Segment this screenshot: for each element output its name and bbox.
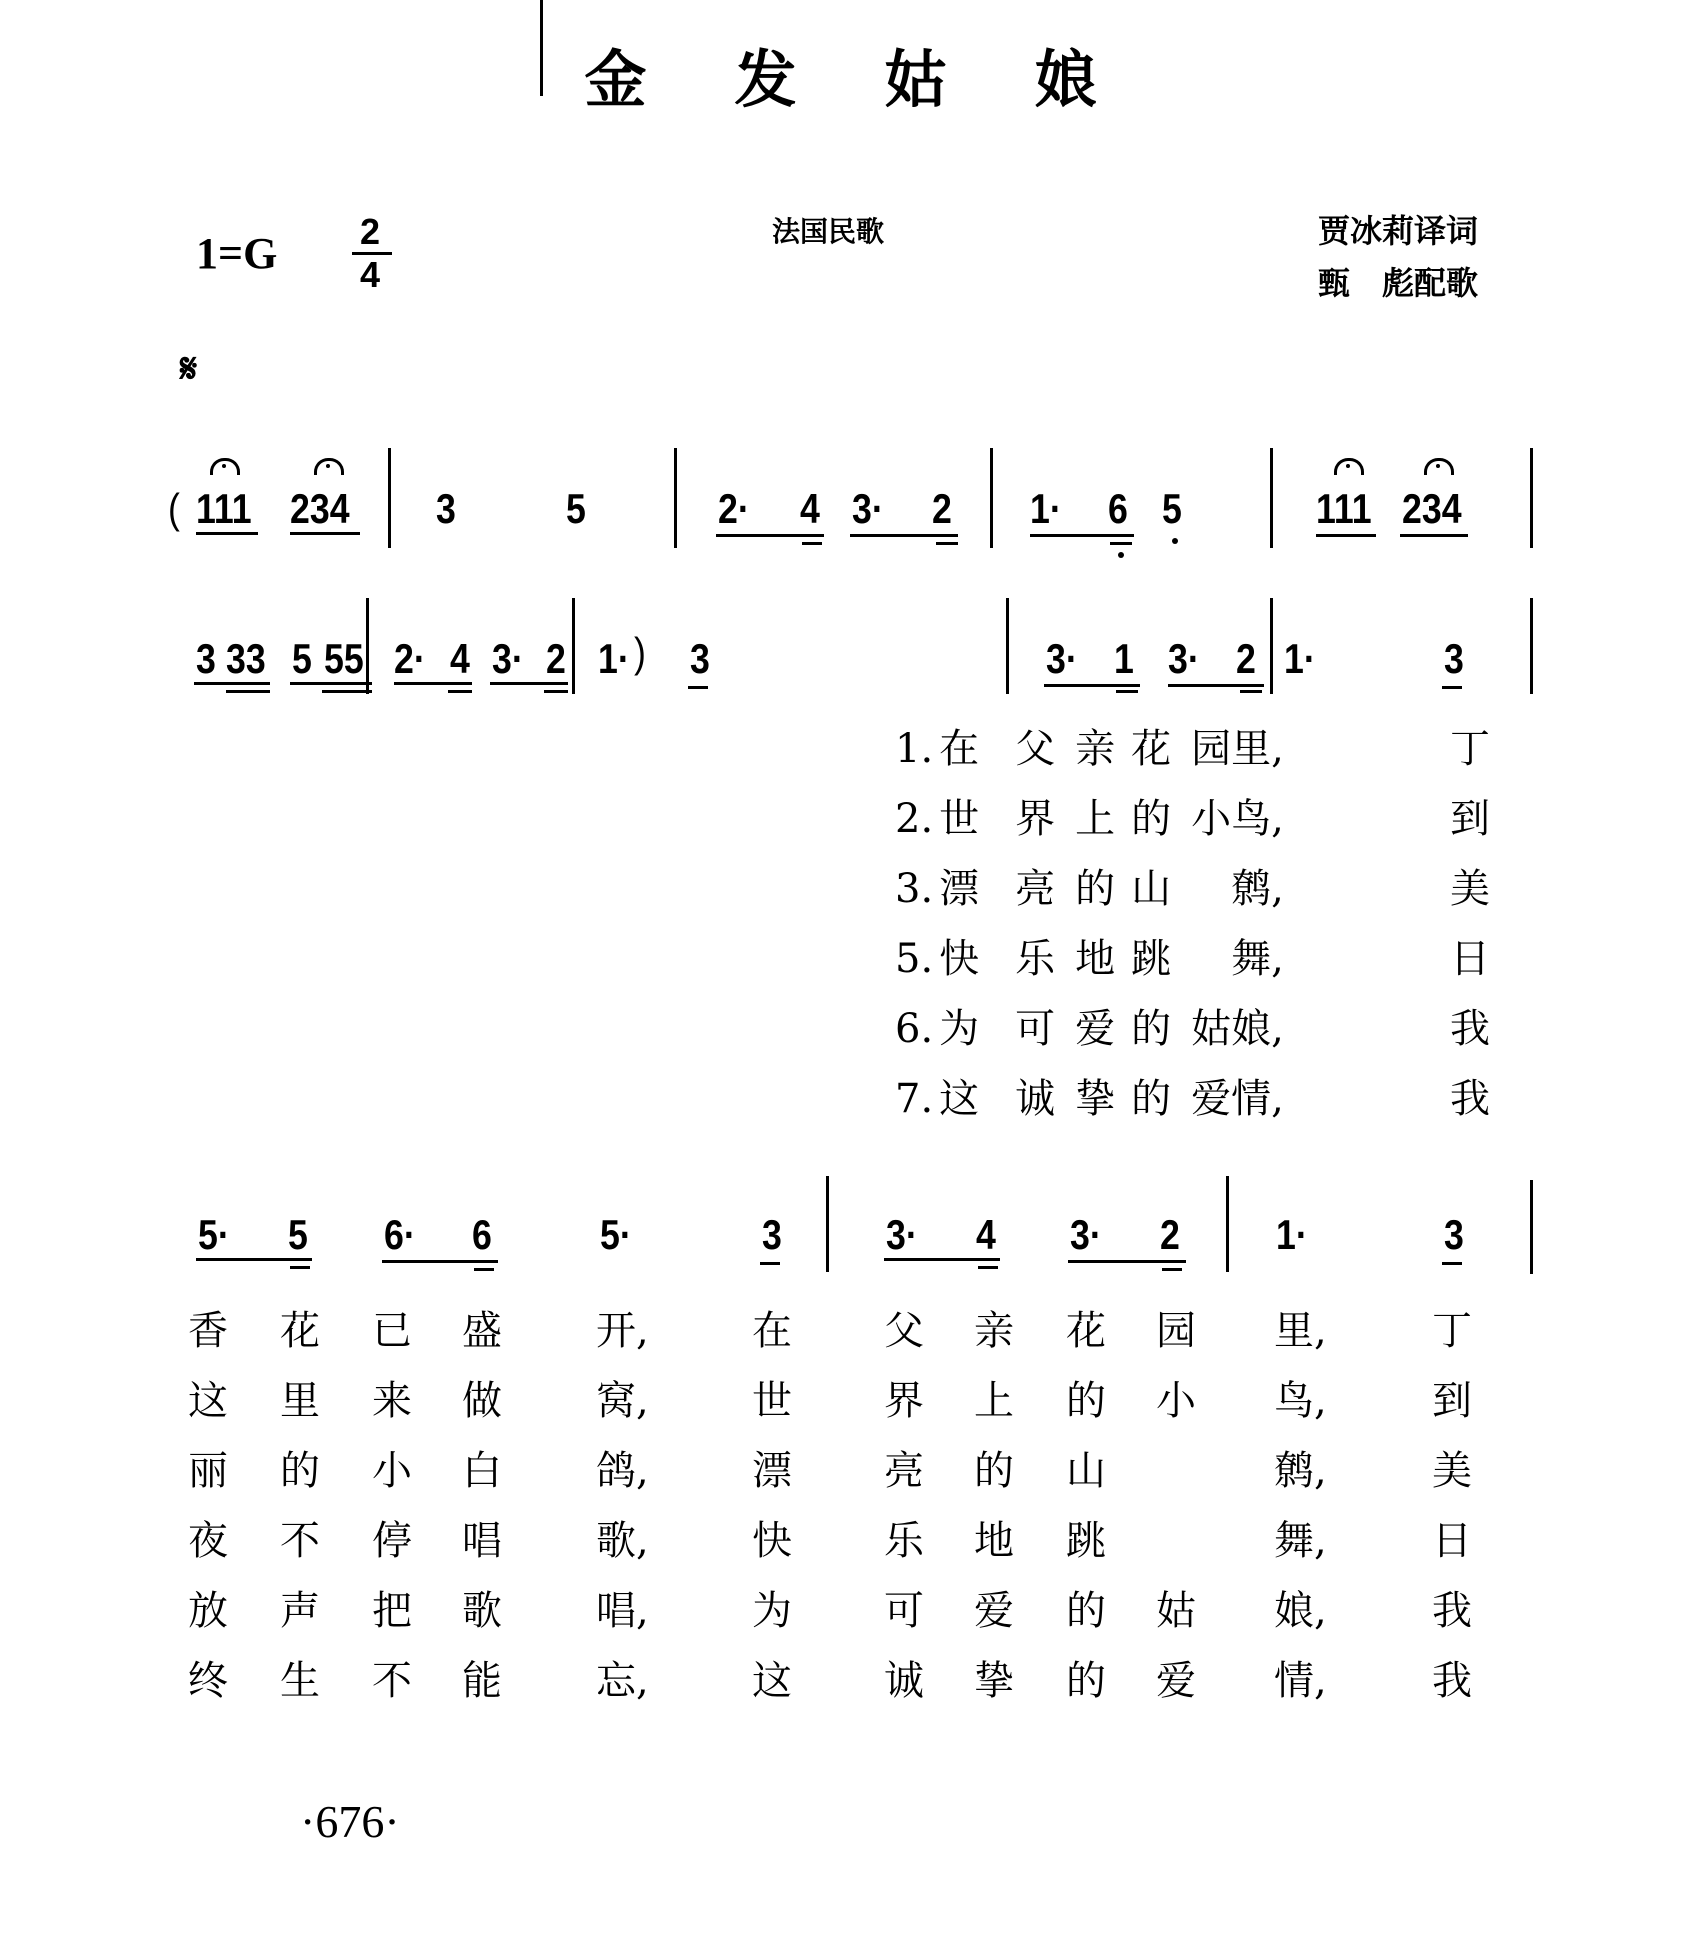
lyric-char: 做 [462,1378,502,1424]
note: 5 [288,1211,308,1258]
verse-pickup-row: 2. 世 界 上 的 小鸟, 到 [895,796,1490,842]
lyric-char: 夜 [188,1518,228,1564]
time-signature-top: 2 [359,211,381,252]
underline-16th [448,690,472,693]
lyric-char: 亮 [884,1448,924,1494]
lyric-char: 上 [974,1378,1014,1424]
lyric-char: 在 [752,1308,792,1354]
lyric-char: 不 [280,1518,320,1564]
lyric-char: 界 [884,1378,924,1424]
barline [540,0,543,96]
fermata-icon [1334,458,1364,475]
note: 1· [1030,485,1062,532]
underline [1442,686,1462,689]
lyric-char: 丁 [1432,1308,1472,1354]
note: 6 [1108,485,1128,532]
lyric-char: 鹩, [1274,1448,1327,1494]
lyric-char: 已 [372,1308,412,1354]
barline [1006,598,1009,694]
underline [1030,534,1134,537]
note: 3 [1444,635,1464,682]
lyric-char: 开, [596,1308,649,1354]
note-group: 33 [226,635,266,682]
lyric-char: 园 [1156,1308,1196,1354]
lyricist-credit: 贾冰莉译词 [1318,212,1479,250]
lyric-char: 来 [372,1378,412,1424]
note: 3 [762,1211,782,1258]
lyric-char: 忘, [596,1658,649,1704]
lyric-char: 把 [372,1588,412,1634]
note: 3· [1046,635,1078,682]
lyric-char: 我 [1432,1588,1472,1634]
barline [674,448,677,548]
lyric-char: 漂 [752,1448,792,1494]
underline [196,532,258,535]
underline-16th [978,1266,998,1269]
underline-16th [1162,1268,1182,1271]
note: 2 [932,485,952,532]
underline-16th [226,690,270,693]
note: 5 [292,635,312,682]
underline-16th [1116,690,1138,693]
underline-16th [474,1268,494,1271]
time-signature-bottom: 4 [359,254,381,295]
lyric-char: 快 [752,1518,792,1564]
lyric-char: 盛 [462,1308,502,1354]
note: 4 [800,485,820,532]
note: 1· [1276,1211,1308,1258]
lyric-char: 爱 [1156,1658,1196,1704]
note-group: 55 [324,635,364,682]
lyric-char: 这 [752,1658,792,1704]
lyric-char: 日 [1432,1518,1472,1564]
credits [1318,205,1478,309]
underline [290,682,372,685]
underline-16th [1240,690,1262,693]
lyric-char: 香 [188,1308,228,1354]
note: 3· [852,485,884,532]
note: 1 [1114,635,1134,682]
note: 5 [566,485,586,532]
barline [366,598,369,694]
fermata-icon [1424,458,1454,475]
verse-pickup-row: 6. 为 可 爱 的 姑娘, 我 [895,1006,1490,1052]
lyric-char: 花 [280,1308,320,1354]
lyric-char: 小 [1156,1378,1196,1424]
underline-16th [936,542,958,545]
barline [572,598,575,694]
lyric-char: 为 [752,1588,792,1634]
note: 3· [1070,1211,1102,1258]
lyric-char: 地 [974,1518,1014,1564]
arranger-credit: 甄 彪配歌 [1318,264,1479,302]
underline [850,534,958,537]
underline [688,686,708,689]
lyric-char: 花 [1066,1308,1106,1354]
lyric-char: 乐 [884,1518,924,1564]
underline [196,1258,312,1261]
barline [388,448,391,548]
barline [990,448,993,548]
note: 3 [436,485,456,532]
underline-16th [802,542,822,545]
note: 5· [600,1211,632,1258]
low-octave-dot [1118,552,1124,558]
segno-icon: 𝄋 [180,345,198,392]
lyric-char: 山 [1066,1448,1106,1494]
lyric-char: 这 [188,1378,228,1424]
lyric-char: 的 [1066,1588,1106,1634]
song-origin: 法国民歌 [772,215,885,248]
lyric-char: 的 [280,1448,320,1494]
lyric-char: 歌, [596,1518,649,1564]
lyric-char: 娘, [1274,1588,1327,1634]
lyric-char: 能 [462,1658,502,1704]
underline [1400,534,1468,537]
lyric-char: 我 [1432,1658,1472,1704]
note: 1· [598,635,630,682]
lyric-char: 停 [372,1518,412,1564]
note: 3 [1444,1211,1464,1258]
note: 6 [472,1211,492,1258]
underline [1316,534,1376,537]
lyric-char: 亲 [974,1308,1014,1354]
underline [1068,1260,1186,1263]
note: 3 [690,635,710,682]
verse-pickup-row: 1. 在 父 亲 花 园里, 丁 [895,726,1490,772]
underline [1044,684,1140,687]
note: 2 [546,635,566,682]
underline-16th [322,690,372,693]
note: 5· [198,1211,230,1258]
barline [1530,598,1533,694]
barline [1226,1176,1229,1272]
time-signature [352,212,388,295]
page-number: ·676· [300,1796,400,1847]
lyric-char: 放 [188,1588,228,1634]
note-group: 111 [196,485,252,532]
lyric-char: 到 [1432,1378,1472,1424]
underline [194,682,270,685]
lyric-char: 爱 [974,1588,1014,1634]
barline [1270,448,1273,548]
lyric-char: 窝, [596,1378,649,1424]
underline [1168,684,1264,687]
lyric-char: 白 [462,1448,502,1494]
note: 2· [718,485,750,532]
verse-pickup-row: 3. 漂 亮 的 山 鹩, 美 [895,866,1490,912]
lyric-char: 诚 [884,1658,924,1704]
lyric-char: 的 [974,1448,1014,1494]
note-group: 234 [1402,485,1462,532]
lyric-char: 鸟, [1274,1378,1327,1424]
lyric-char: 舞, [1274,1518,1327,1564]
lyric-char: 的 [1066,1658,1106,1704]
lyric-char: 小 [372,1448,412,1494]
note: 2 [1160,1211,1180,1258]
lyric-char: 里, [1274,1308,1327,1354]
underline [490,682,568,685]
verse-pickup-row: 7. 这 诚 挚 的 爱情, 我 [895,1076,1490,1122]
lyric-char: 丽 [188,1448,228,1494]
note: 3· [1168,635,1200,682]
lyric-char: 挚 [974,1658,1014,1704]
lyric-char: 可 [884,1588,924,1634]
underline-16th [290,1266,310,1269]
barline [1530,1180,1533,1274]
note: 2· [394,635,426,682]
underline [290,532,360,535]
lyric-char: 世 [752,1378,792,1424]
underline [760,1262,780,1265]
underline-16th [544,690,568,693]
lyric-char: 父 [884,1308,924,1354]
lyric-char: 不 [372,1658,412,1704]
note: 3· [492,635,524,682]
barline [1270,598,1273,694]
close-paren: ) [634,629,646,676]
lyric-char: 跳 [1066,1518,1106,1564]
note: 4 [976,1211,996,1258]
lyric-char: 美 [1432,1448,1472,1494]
note: 3 [196,635,216,682]
note: 6· [384,1211,416,1258]
note-group: 234 [290,485,350,532]
lyric-char: 终 [188,1658,228,1704]
barline [1530,448,1533,548]
note: 1· [1284,635,1316,682]
open-paren: ( [168,485,180,532]
note: 2 [1236,635,1256,682]
fermata-icon [314,458,344,475]
lyric-char: 唱 [462,1518,502,1564]
song-title: 金发姑娘 [584,43,1185,116]
underline [1442,1262,1462,1265]
underline [716,534,824,537]
note: 3· [886,1211,918,1258]
fermata-icon [210,458,240,475]
barline [826,1176,829,1272]
lyric-char: 歌 [462,1588,502,1634]
lyric-char: 声 [280,1588,320,1634]
underline [884,1258,1000,1261]
underline [382,1260,498,1263]
lyric-char: 的 [1066,1378,1106,1424]
note: 5 [1162,485,1182,532]
lyric-char: 姑 [1156,1588,1196,1634]
lyric-char: 唱, [596,1588,649,1634]
lyric-char: 生 [280,1658,320,1704]
lyric-char: 情, [1274,1658,1327,1704]
low-octave-dot [1172,538,1178,544]
note: 4 [450,635,470,682]
key-signature: 1=G [196,229,278,278]
underline [394,682,472,685]
lyric-char: 鸽, [596,1448,649,1494]
verse-pickup-row: 5. 快 乐 地 跳 舞, 日 [895,936,1490,982]
note-group: 111 [1316,485,1372,532]
lyric-char: 里 [280,1378,320,1424]
underline-16th [1110,542,1132,545]
